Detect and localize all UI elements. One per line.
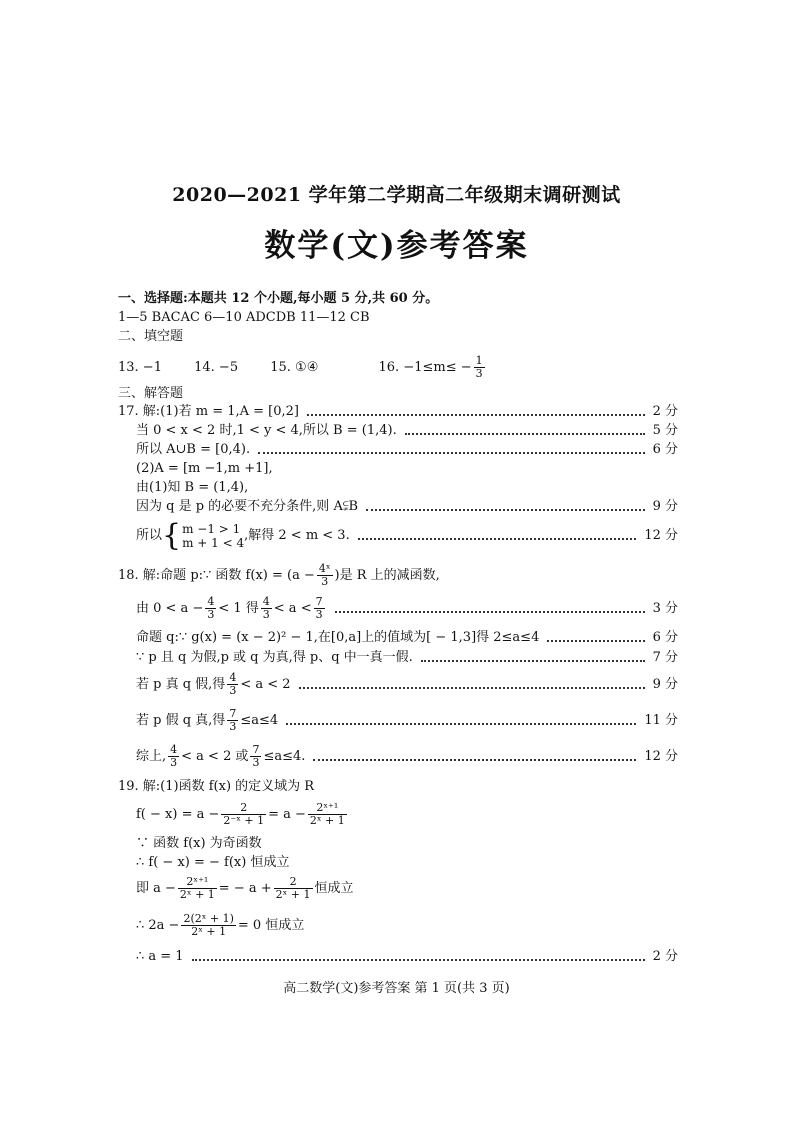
fill-in-answers — [118, 355, 678, 380]
p17-line-2: 当 0 < x < 2 时,1 < y < 4,所以 B = (1,4). 5 分 — [136, 423, 678, 438]
p17-line-6: 因为 q 是 p 的必要不充分条件,则 A⫋B 9 分 — [136, 499, 678, 514]
answer-13: 13. −1 — [118, 360, 162, 375]
score: 3 分 — [652, 601, 678, 616]
score: 2 分 — [652, 949, 678, 964]
p17-line-4: (2)A = [m −1,m +1], — [136, 461, 273, 476]
answer-14: 14. −5 — [194, 360, 239, 375]
page-footer: 高二数学(文)参考答案 第 1 页(共 3 页) — [283, 981, 510, 996]
answer-key-title: 数学(文)参考答案 — [264, 228, 529, 264]
p18-line-5: 若 p 真 q 假,得 $\frac{4}{3}$ < a < 2 9 分 — [136, 671, 678, 697]
answer-16: 16. −1≤m≤ − $\frac{1}{3}$ — [378, 354, 483, 380]
score: 12 分 — [644, 749, 678, 764]
choice-answers: 1—5 BACAC 6—10 ADCDB 11—12 CB — [118, 310, 370, 325]
score: 12 分 — [644, 528, 678, 543]
p19-line-1: 19. 解:(1)函数 f(x) 的定义域为 R — [118, 779, 315, 794]
p18-line-6: 若 p 假 q 真,得 $\frac{7}{3}$ ≤a≤4 11 分 — [136, 707, 678, 733]
score: 6 分 — [652, 630, 678, 645]
section1-heading: 一、选择题:本题共 12 个小题,每小题 5 分,共 60 分。 — [118, 291, 439, 306]
p19-line-2: f( − x) = a − $\frac{2}{\text{2⁻ˣ + 1}}$ = a − $\frac{\text{2ˣ⁺¹}}{\text{2ˣ + 1}}$ — [136, 801, 345, 827]
score: 9 分 — [652, 499, 678, 514]
score: 7 分 — [652, 650, 678, 665]
score: 2 分 — [652, 404, 678, 419]
section3-heading: 三、解答题 — [118, 386, 184, 401]
p18-line-2: 由 0 < a − $\frac{4}{3}$ < 1 得 $\frac{4}{3}$ < a < $\frac{7}{3}$ 3 分 — [136, 595, 678, 621]
p17-line-1: 17. 解:(1)若 m = 1,A = [0,2] 2 分 — [118, 404, 678, 419]
answer-15: 15. ①④ — [270, 360, 319, 375]
inequality-system: m −1 > 1 m + 1 < 4 — [182, 521, 245, 550]
p19-line-6: ∴ 2a − $\frac{\text{2(2ˣ + 1)}}{\text{2ˣ + 1}}$ = 0 恒成立 — [136, 912, 305, 938]
score: 6 分 — [652, 442, 678, 457]
p19-line-4: ∴ f( − x) = − f(x) 恒成立 — [136, 855, 290, 870]
p18-line-3: 命题 q:∵ g(x) = (x − 2)² − 1,在[0,a]上的值域为[ − 1,3]得 2≤a≤4 6 分 — [136, 630, 678, 645]
p18-line-7: 综上, $\frac{4}{3}$ < a < 2 或 $\frac{7}{3}$ ≤a≤4. 12 分 — [136, 743, 678, 769]
p18-line-4: ∵ p 且 q 为假,p 或 q 为真,得 p、q 中一真一假. 7 分 — [136, 650, 678, 665]
score: 11 分 — [644, 713, 678, 728]
fraction: $\frac{1}{3}$ — [475, 354, 483, 380]
p17-line-5: 由(1)知 B = (1,4), — [136, 480, 249, 495]
exam-title: 2020—2021 学年第二学期高二年级期末调研测试 — [172, 184, 621, 206]
p18-line-1: 18. 解:命题 p:∵ 函数 f(x) = (a − $\frac{\text{4ˣ}}{3}$ )是 R 上的减函数, — [118, 562, 440, 588]
p19-line-7: ∴ a = 1 2 分 — [136, 949, 678, 964]
score: 5 分 — [652, 423, 678, 438]
p19-line-3: ∵ 函数 f(x) 为奇函数 — [136, 836, 262, 851]
p17-line-7: 所以{ m −1 > 1 m + 1 < 4 ,解得 2 < m < 3. 12 分 — [136, 517, 678, 553]
p19-line-5: 即 a − $\frac{\text{2ˣ⁺¹}}{\text{2ˣ + 1}}$ = − a + $\frac{2}{\text{2ˣ + 1}}$ 恒成立 — [136, 875, 354, 901]
brace-symbol: { — [162, 517, 182, 553]
section2-heading: 二、填空题 — [118, 329, 184, 344]
score: 9 分 — [652, 677, 678, 692]
p17-line-3: 所以 A∪B = [0,4). 6 分 — [136, 442, 678, 457]
